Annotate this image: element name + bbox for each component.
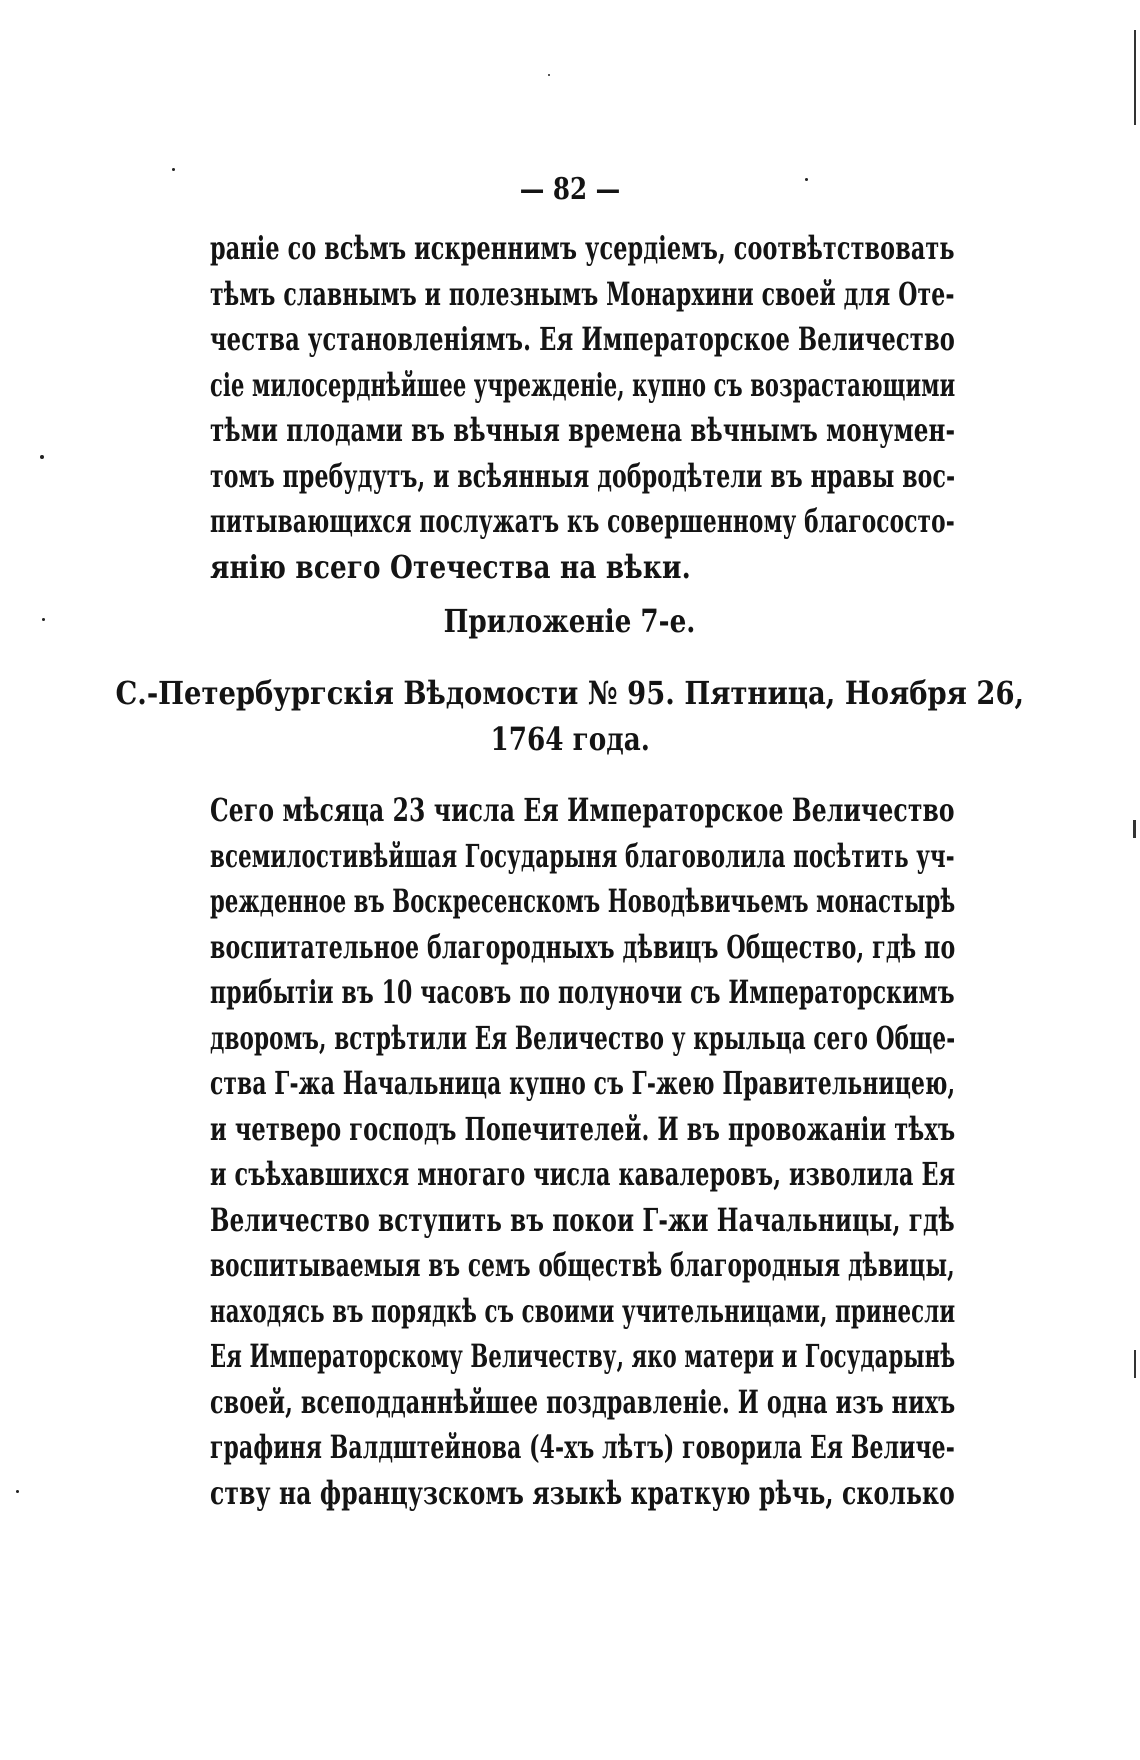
scan-speck [16, 1490, 19, 1493]
page-number: — 82 — [519, 172, 621, 207]
scan-speck [42, 618, 45, 621]
text-line: прибытіи въ 10 часовъ по полуночи съ Императорскимъ [210, 973, 955, 1011]
text-line: графиня Валдштейнова (4-хъ лѣтъ) говорила Ея Величе- [210, 1428, 955, 1466]
source-line-2: 1764 года. [490, 720, 650, 758]
source-line-1: С.-Петербургскія Вѣдомости № 95. Пятница, Ноября 26, [115, 674, 1025, 712]
text-line: чества установленіямъ. Ея Императорское Величество [210, 320, 956, 358]
text-line: режденное въ Воскресенскомъ Новодѣвичьемъ монастырѣ [210, 882, 956, 920]
text-line: раніе со всѣмъ искреннимъ усердіемъ, соотвѣтствовать [210, 229, 955, 267]
text-line: сіе милосерднѣйшее учрежденіе, купно съ возрастающими [210, 365, 956, 404]
text-line: Величество вступить въ покои Г-жи Начальницы, гдѣ [210, 1200, 955, 1239]
scan-speck [172, 168, 175, 171]
text-line: воспитательное благородныхъ дѣвицъ Общество, гдѣ по [210, 927, 956, 966]
scan-speck [548, 74, 550, 76]
text-line: всемилостивѣйшая Государыня благоволила посѣтить уч- [210, 836, 955, 875]
paragraph-2 [210, 788, 955, 1516]
appendix-heading: Приложеніе 7-е. [444, 602, 696, 640]
scan-speck [805, 178, 808, 181]
text-line: своей, всеподданнѣйшее поздравленіе. И одна изъ нихъ [210, 1382, 956, 1421]
text-line: томъ пребудутъ, и всѣянныя добродѣтели въ нравы вос- [210, 456, 956, 495]
text-line: питывающихся послужатъ къ совершенному благососто- [210, 502, 955, 540]
text-line: Ея Императорскому Величеству, яко матери и Государынѣ [210, 1337, 956, 1375]
text-line: ства Г-жа Начальница купно съ Г-жею Правительницею, [210, 1064, 956, 1102]
text-line: тѣми плодами въ вѣчныя времена вѣчнымъ монумен- [210, 411, 956, 449]
scan-edge-mark [1134, 30, 1136, 125]
paragraph-1 [210, 226, 955, 590]
scan-speck [40, 455, 44, 459]
scan-edge-mark [1134, 1350, 1136, 1378]
text-line: и съѣхавшихся многаго числа кавалеровъ, изволила Ея [210, 1155, 956, 1193]
scan-edge-mark [1133, 820, 1136, 838]
text-line: Сего мѣсяца 23 числа Ея Императорское Величество [210, 791, 955, 829]
text-line: дворомъ, встрѣтили Ея Величество у крыльца сего Обще- [210, 1018, 956, 1057]
text-line: и четверо господъ Попечителей. И въ провожаніи тѣхъ [210, 1109, 956, 1148]
text-line: находясь въ порядкѣ съ своими учительницами, принесли [210, 1291, 956, 1330]
text-line: тѣмъ славнымъ и полезнымъ Монархини своей для Оте- [210, 274, 955, 313]
text-line: ству на французскомъ языкѣ краткую рѣчь, сколько [210, 1473, 955, 1512]
text-line: воспитываемыя въ семъ обществѣ благородныя дѣвицы, [210, 1246, 955, 1284]
text-line: янію всего Отечества на вѣки. [210, 547, 691, 586]
